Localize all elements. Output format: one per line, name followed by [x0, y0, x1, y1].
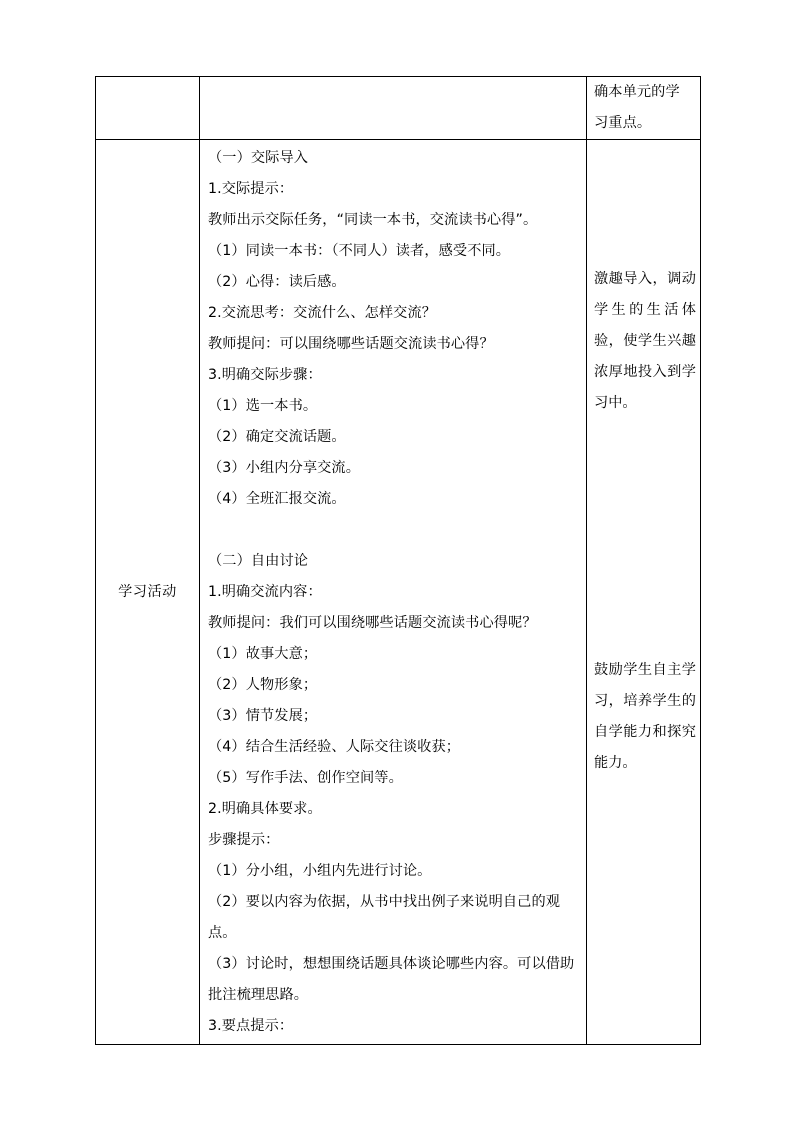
- content-line: 2.明确具体要求。: [208, 801, 322, 817]
- content-line: （1）同读一本书：（不同人）读者，感受不同。: [208, 243, 511, 259]
- content-line: 1.交际提示：: [208, 181, 294, 197]
- content-line: 教师提问：可以围绕哪些话题交流读书心得？: [208, 336, 494, 352]
- activity-label: 学习活动: [118, 583, 177, 600]
- content-line: 教师出示交际任务，“同读一本书，交流读书心得”。: [208, 212, 538, 228]
- content-line: 步骤提示：: [208, 832, 280, 848]
- content-line: 3.要点提示：: [208, 1018, 294, 1034]
- top-note-line-2: 习重点。: [594, 115, 652, 131]
- content-line: （1）分小组，小组内先进行讨论。: [208, 863, 432, 879]
- content-line: （1）故事大意；: [208, 646, 318, 662]
- activity-notes-cell: [587, 140, 701, 1045]
- content-line: 教师提问：我们可以围绕哪些话题交流读书心得呢？: [208, 615, 537, 631]
- top-note-line-1: 确本单元的学: [594, 84, 680, 100]
- content-line: （3）情节发展；: [208, 708, 318, 724]
- content-line: （4）全班汇报交流。: [208, 491, 346, 507]
- content-line: 3.明确交际步骤：: [208, 367, 322, 383]
- activity-label-cell: [96, 140, 200, 1045]
- content-line: 1.明确交流内容：: [208, 584, 322, 600]
- blank-line: [208, 515, 582, 546]
- content-line: （5）写作手法、创作空间等。: [208, 770, 403, 786]
- top-label-cell: [96, 77, 200, 140]
- content-line: （4）结合生活经验、人际交往谈收获；: [208, 739, 461, 755]
- table-row-learning-activity: [96, 140, 701, 1045]
- table-row-top: [96, 77, 701, 140]
- activity-content-cell: [200, 140, 587, 1045]
- section-1-heading: （一）交际导入: [208, 150, 309, 166]
- content-line: （1）选一本书。: [208, 398, 318, 414]
- section-2-heading: （二）自由讨论: [208, 553, 309, 569]
- content-line: （2）要以内容为依据，从书中找出例子来说明自己的观点。: [208, 894, 561, 941]
- content-line: 2.交流思考：交流什么、怎样交流？: [208, 305, 437, 321]
- lesson-plan-table: [95, 76, 701, 1045]
- note-warmup: 激趣导入，调动学生的生活体验，使学生兴趣浓厚地投入到学习中。: [594, 271, 696, 411]
- content-line: （2）人物形象；: [208, 677, 318, 693]
- note-self-study: 鼓励学生自主学习，培养学生的自学能力和探究能力。: [594, 662, 696, 771]
- content-line: （3）讨论时，想想围绕话题具体谈论哪些内容。可以借助批注梳理思路。: [208, 956, 575, 1003]
- top-note-cell: [587, 77, 701, 140]
- content-line: （3）小组内分享交流。: [208, 460, 361, 476]
- top-content-cell: [200, 77, 587, 140]
- content-line: （2）确定交流话题。: [208, 429, 346, 445]
- content-line: （2）心得：读后感。: [208, 274, 346, 290]
